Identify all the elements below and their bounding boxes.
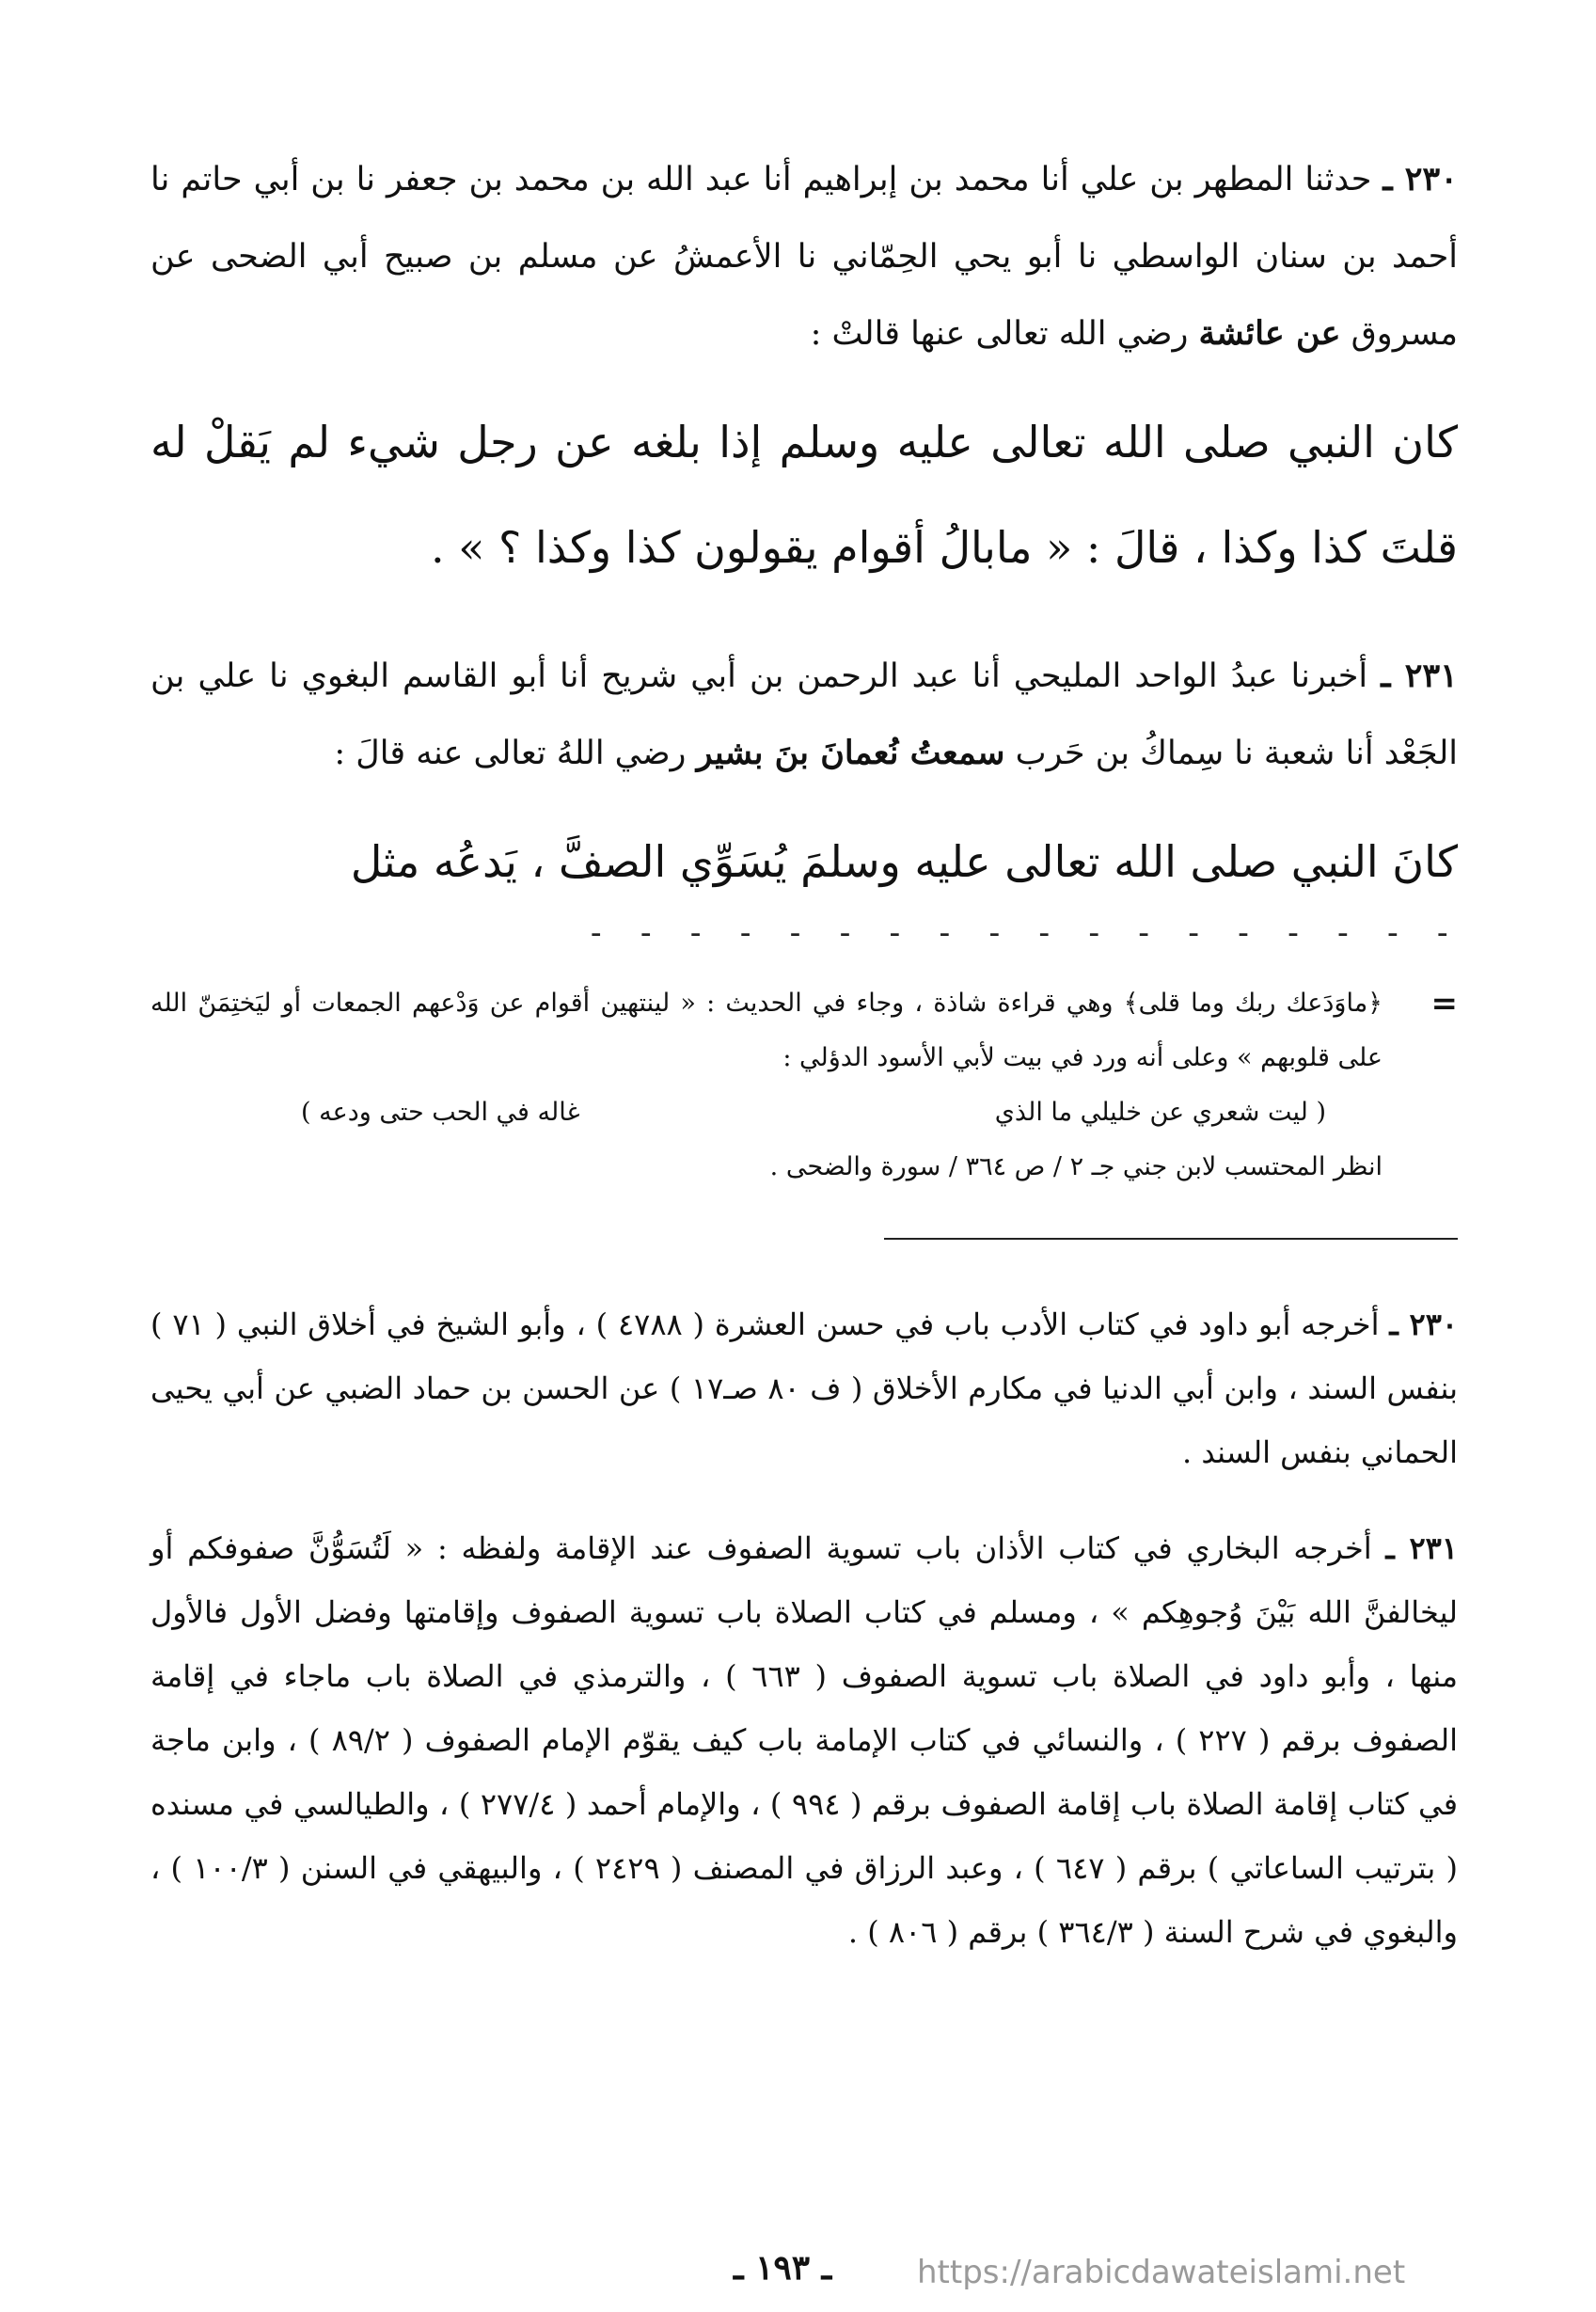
hadith-231-narrator: سمعتُ نُعمانَ بنَ بشير	[696, 734, 1005, 772]
hadith-231-number: ٢٣١ ـ	[1381, 657, 1458, 695]
verse-first-hemistich: ( ليت شعري عن خليلي ما الذي	[994, 1098, 1326, 1127]
footnote-source: انظر المحتسب لابن جني جـ ٢ / ص ٣٦٤ / سورة والضحى .	[769, 1152, 1383, 1181]
takhrij-231	[150, 1516, 1458, 1964]
hadith-230-number: ٢٣٠ ـ	[1383, 160, 1458, 198]
verse-second-hemistich: غاله في الحب حتى ودعه )	[301, 1098, 580, 1127]
dashed-separator	[150, 914, 1458, 952]
footnote-text: ﴿ماوَدَعك ربك وما قلى﴾ وهي قراءة شاذة ، وجاء في الحديث : « لينتهين أقوام عن وَدْعهم الجمعات أو ليَختِمَنّ الله على قلوبهم » وعلى أنه ورد في بيت لأبي الأسود الدؤلي :	[150, 989, 1383, 1072]
hadith-231-isnad	[150, 638, 1458, 792]
takhrij-230-text: أخرجه أبو داود في كتاب الأدب باب في حسن العشرة ( ٤٧٨٨ ) ، وأبو الشيخ في أخلاق النبي ( ٧١ ) بنفس السند ، وابن أبي الدنيا في مكارم الأخلاق ( ف ٨٠ صـ١٧ ) عن الحسن بن حماد الضبي عن أبي يحيى الحماني بنفس السند .	[150, 1306, 1459, 1470]
page-footer	[0, 2248, 1596, 2304]
hadith-230-narrator: عن عائشة	[1198, 314, 1341, 353]
book-page	[150, 141, 1458, 2267]
dashed-separator-text: - - - - - - - - - - - - - - - - - -	[586, 914, 1458, 952]
footnote-divider	[884, 1238, 1458, 1240]
takhrij-231-number: ٢٣١ ـ	[1385, 1530, 1459, 1566]
hadith-230-text: كان النبي صلى الله تعالى عليه وسلم إذا بلغه عن رجل شيء لم يَقلْ له قلتَ كذا وكذا ، قالَ : « مابالُ أقوام يقولون كذا وكذا ؟ » .	[150, 417, 1458, 573]
takhrij-230	[150, 1292, 1458, 1484]
hadith-231-isnad-text: أخبرنا عبدُ الواحد المليحي أنا عبد الرحمن بن أبي شريح أنا أبو القاسم البغوي نا علي بن الجَعْد أنا شعبة نا سِماكُ بن حَرب	[150, 657, 1458, 772]
takhrij-231-text: أخرجه البخاري في كتاب الأذان باب تسوية الصفوف عند الإقامة ولفظه : « لَتُسَوُّنَّ صفوفكم أو ليخالفنَّ الله بَيْنَ وُجوهِكم » ، ومسلم في كتاب الصلاة باب تسوية الصفوف وإقامتها وفضل الأول فالأول منها ، وأبو داود في الصلاة باب تسوية الصفوف ( ٦٦٣ ) ، والترمذي في الصلاة باب ماجاء في إقامة الصفوف برقم ( ٢٢٧ ) ، والنسائي في كتاب الإمامة باب كيف يقوّم الإمام الصفوف ( ٨٩/٢ ) ، وابن ماجة في كتاب إقامة الصلاة باب إقامة الصفوف برقم ( ٩٩٤ ) ، والإمام أحمد ( ٢٧٧/٤ ) ، والطيالسي في مسنده ( بترتيب الساعاتي ) برقم ( ٦٤٧ ) ، وعبد الرزاق في المصنف ( ٢٤٢٩ ) ، والبيهقي في السنن ( ١٠٠/٣ ) ، والبغوي في شرح السنة ( ٣٦٤/٣ ) برقم ( ٨٠٦ ) .	[150, 1530, 1459, 1950]
footnote-block	[150, 976, 1458, 1195]
takhrij-230-number: ٢٣٠ ـ	[1389, 1306, 1459, 1342]
hadith-231-isnad-end: رضي اللهُ تعالى عنه قالَ :	[334, 735, 687, 772]
hadith-230-isnad-text: حدثنا المطهر بن علي أنا محمد بن إبراهيم أنا عبد الله بن محمد بن جعفر نا بن أبي حاتم نا أحمد بن سنان الواسطي نا أبو يحي الحِمّاني نا الأعمشُ عن مسلم بن صبيح أبي الضحى عن مسروق	[150, 161, 1458, 353]
footnote-continuation-marker: =	[1430, 985, 1458, 1022]
hadith-230-isnad-end: رضي الله تعالى عنها قالتْ :	[810, 315, 1189, 353]
hadith-230-isnad	[150, 141, 1458, 372]
hadith-231-text: كانَ النبي صلى الله تعالى عليه وسلمَ يُسَوِّي الصفَّ ، يَدعُه مثل	[350, 836, 1458, 887]
watermark-url: https://arabicdawateislami.net	[917, 2254, 1406, 2291]
page-number: ـ ١٩٣ ـ	[734, 2248, 832, 2288]
poetry-verse	[150, 1085, 1383, 1140]
